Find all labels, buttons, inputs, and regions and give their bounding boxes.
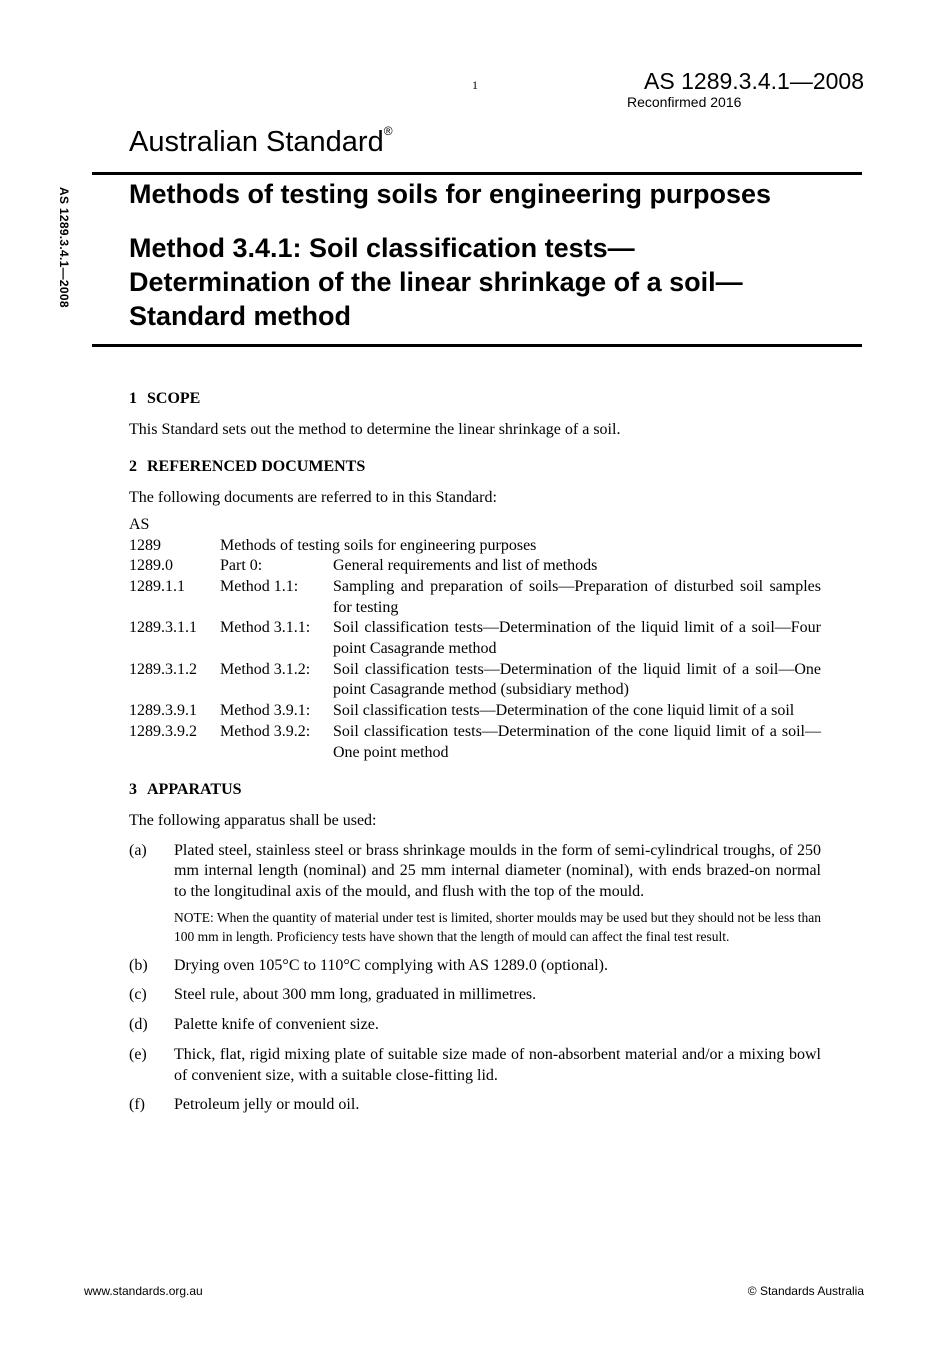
apparatus-intro: The following apparatus shall be used: xyxy=(129,811,377,829)
item-text: Drying oven 105°C to 110°C complying with AS 1289.0 (optional). xyxy=(174,956,608,974)
reference-title: Soil classification tests—Determination of the cone liquid limit of a soil—One point method xyxy=(333,722,821,761)
reference-code: 1289.0 xyxy=(129,557,173,575)
reference-title: Soil classification tests—Determination of the liquid limit of a soil—Four point Casagrande method xyxy=(333,619,821,658)
references-table xyxy=(129,515,821,763)
item-note: NOTE: When the quantity of material under test is limited, shorter moulds may be used but they should not be less than 100 mm in length. Proficiency tests have shown that the length of mould can affect the final test result. xyxy=(174,909,821,945)
section-title: APPARATUS xyxy=(147,781,242,799)
section-heading xyxy=(129,389,821,410)
reference-part: Method 3.9.2: xyxy=(220,722,311,740)
section-number: 3 xyxy=(129,781,137,799)
item-text: Plated steel, stainless steel or brass shrinkage moulds in the form of semi-cylindrical troughs, of 250 mm internal length (nominal) and 25 mm internal diameter (nominal), with ends brazed-on normal to the longitudinal axis of the mould, and flush with the top of the mould. xyxy=(174,841,821,901)
reference-code: 1289.3.1.1 xyxy=(129,619,197,637)
copyright-text: Standards Australia xyxy=(759,1284,864,1298)
list-item xyxy=(129,1015,821,1036)
reference-code: 1289.1.1 xyxy=(129,577,185,595)
top-rule xyxy=(92,172,862,175)
reference-code: 1289.3.9.2 xyxy=(129,722,197,740)
main-title: Methods of testing soils for engineering purposes xyxy=(129,179,772,209)
document-body xyxy=(129,389,821,1116)
table-row xyxy=(129,577,821,618)
footer-copyright xyxy=(560,1284,864,1298)
reference-group-label: AS xyxy=(129,515,150,533)
reference-part: Method 1.1: xyxy=(220,577,299,595)
reference-title: Soil classification tests—Determination of the liquid limit of a soil—One point Casagrande method (subsidiary method) xyxy=(333,660,821,699)
list-item xyxy=(129,1095,821,1116)
section-apparatus xyxy=(129,780,821,1116)
reference-part: Method 3.9.1: xyxy=(220,702,311,720)
reference-code: 1289.3.1.2 xyxy=(129,660,197,678)
reference-title: Sampling and preparation of soils—Preparation of disturbed soil samples for testing xyxy=(333,577,821,616)
reference-part: Part 0: xyxy=(220,557,263,575)
footer-website-link[interactable]: www.standards.org.au xyxy=(84,1284,203,1298)
list-item xyxy=(129,1045,821,1086)
item-content xyxy=(174,841,821,947)
scope-text: This Standard sets out the method to determine the linear shrinkage of a soil. xyxy=(129,420,621,438)
item-label: (e) xyxy=(129,1045,147,1063)
reference-part: Method 3.1.1: xyxy=(220,619,311,637)
copyright-icon: © xyxy=(747,1284,757,1298)
table-row xyxy=(129,618,821,659)
item-label: (a) xyxy=(129,841,147,859)
table-row xyxy=(129,515,821,536)
reference-title: Soil classification tests—Determination of the cone liquid limit of a soil xyxy=(333,702,795,720)
table-row xyxy=(129,556,821,577)
section-referenced-documents xyxy=(129,457,821,763)
section-scope xyxy=(129,389,821,440)
reference-part: Methods of testing soils for engineering purposes xyxy=(220,536,537,554)
table-row xyxy=(129,722,821,763)
item-text: Petroleum jelly or mould oil. xyxy=(174,1096,360,1114)
table-row xyxy=(129,536,821,557)
registered-mark: ® xyxy=(383,124,393,138)
list-item xyxy=(129,956,821,977)
reference-title: General requirements and list of methods xyxy=(333,557,598,575)
item-text: Palette knife of convenient size. xyxy=(174,1016,379,1034)
series-label: Australian Standard xyxy=(129,126,384,158)
item-text: Thick, flat, rigid mixing plate of suitable size made of non-absorbent material and/or a mixing bowl of convenient size, with a suitable close-fitting lid. xyxy=(174,1045,821,1084)
section-heading xyxy=(129,457,821,478)
referenced-intro: The following documents are referred to in this Standard: xyxy=(129,489,497,507)
item-label: (b) xyxy=(129,956,148,974)
reference-code: 1289.3.9.1 xyxy=(129,702,197,720)
method-title-line: Determination of the linear shrinkage of a soil— xyxy=(129,267,743,297)
item-text: Steel rule, about 300 mm long, graduated in millimetres. xyxy=(174,986,537,1004)
section-title: REFERENCED DOCUMENTS xyxy=(147,458,366,476)
list-item xyxy=(129,841,821,947)
method-title xyxy=(129,231,859,333)
side-standard-label: AS 1289.3.4.1—2008 xyxy=(57,187,71,308)
list-item xyxy=(129,985,821,1006)
standard-number: AS 1289.3.4.1—2008 xyxy=(644,68,864,94)
section-number: 2 xyxy=(129,458,137,476)
section-number: 1 xyxy=(129,390,137,407)
series-title xyxy=(129,126,393,159)
method-title-line: Standard method xyxy=(129,301,352,331)
method-title-line: Method 3.4.1: Soil classification tests— xyxy=(129,233,635,263)
item-label: (d) xyxy=(129,1016,148,1034)
page-number: 1 xyxy=(472,78,478,92)
section-heading xyxy=(129,780,821,801)
item-label: (c) xyxy=(129,986,147,1004)
section-title: SCOPE xyxy=(147,390,201,407)
reference-part: Method 3.1.2: xyxy=(220,660,311,678)
bottom-rule xyxy=(92,344,862,347)
reconfirmed-note: Reconfirmed 2016 xyxy=(627,94,742,110)
table-row xyxy=(129,701,821,722)
reference-code: 1289 xyxy=(129,536,161,554)
item-label: (f) xyxy=(129,1096,145,1114)
table-row xyxy=(129,660,821,701)
